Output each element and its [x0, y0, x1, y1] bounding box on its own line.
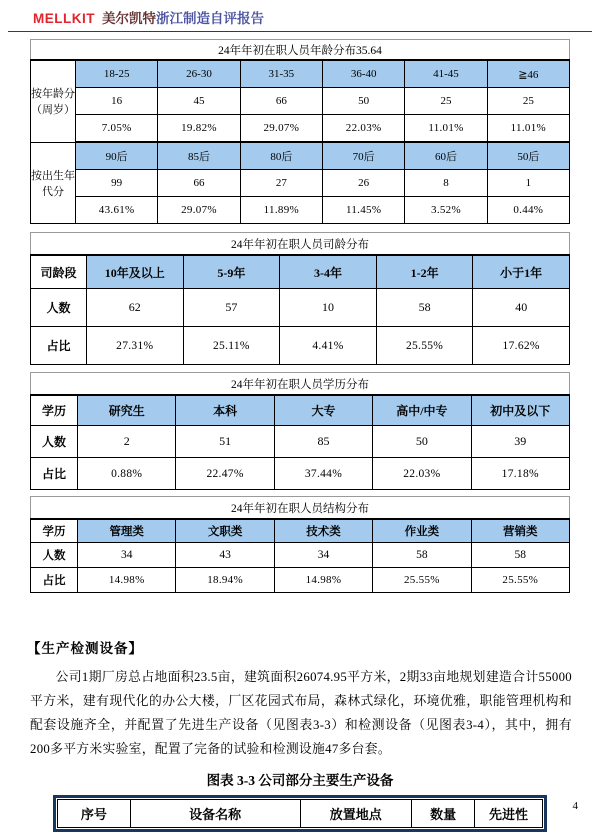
tenure-percent-cell: 17.62% — [473, 327, 570, 365]
age-percent-cell: 11.01% — [487, 115, 569, 143]
equipment-col-header: 放置地点 — [300, 800, 412, 828]
age-col-header: 41-45 — [405, 60, 487, 88]
structure-count-cell: 58 — [373, 543, 471, 568]
structure-row-label: 学历 — [31, 519, 78, 543]
tenure-row-label: 占比 — [31, 327, 87, 365]
tenure-percent-cell: 25.55% — [376, 327, 473, 365]
age-col-header: 26-30 — [158, 60, 240, 88]
age-col-header: ≧46 — [487, 60, 569, 88]
decade-percent-cell: 11.89% — [240, 197, 322, 224]
tenure-col-header: 3-4年 — [280, 255, 377, 289]
decade-count-cell: 66 — [158, 170, 240, 197]
tenure-table-title: 24年年初在职人员司龄分布 — [31, 233, 570, 256]
education-count-cell: 50 — [373, 426, 471, 458]
tenure-percent-cell: 25.11% — [183, 327, 280, 365]
tenure-percent-cell: 4.41% — [280, 327, 377, 365]
education-col-header: 高中/中专 — [373, 395, 471, 426]
structure-col-header: 营销类 — [471, 519, 569, 543]
education-distribution-table — [30, 372, 570, 490]
structure-col-header: 作业类 — [373, 519, 471, 543]
education-col-header: 本科 — [176, 395, 274, 426]
tenure-count-cell: 10 — [280, 289, 377, 327]
structure-percent-cell: 14.98% — [78, 568, 176, 593]
age-percent-cell: 7.05% — [76, 115, 158, 143]
tenure-count-cell: 57 — [183, 289, 280, 327]
structure-col-header: 技术类 — [274, 519, 372, 543]
age-percent-cell: 19.82% — [158, 115, 240, 143]
report-title: 浙江制造自评报告 — [156, 11, 264, 26]
decade-count-cell: 8 — [405, 170, 487, 197]
tenure-distribution-table — [30, 232, 570, 365]
page-number: 4 — [572, 800, 578, 812]
decade-col-header: 85后 — [158, 142, 240, 170]
decade-count-cell: 99 — [76, 170, 158, 197]
structure-count-cell: 58 — [471, 543, 569, 568]
structure-percent-cell: 14.98% — [274, 568, 372, 593]
decade-percent-cell: 3.52% — [405, 197, 487, 224]
tenure-count-cell: 58 — [376, 289, 473, 327]
section-heading: 【生产检测设备】 — [27, 641, 143, 656]
brand-logo-text: MELLKIT — [33, 11, 95, 26]
age-count-cell: 45 — [158, 88, 240, 115]
education-col-header: 研究生 — [78, 395, 176, 426]
decade-count-cell: 27 — [240, 170, 322, 197]
equipment-table-border — [53, 795, 547, 832]
structure-distribution-table — [30, 496, 570, 593]
decade-percent-cell: 43.61% — [76, 197, 158, 224]
tenure-row-label: 司龄段 — [31, 255, 87, 289]
age-count-cell: 25 — [405, 88, 487, 115]
age-count-cell: 25 — [487, 88, 569, 115]
document-header — [8, 6, 592, 32]
equipment-col-header: 序号 — [58, 800, 131, 828]
decade-col-header: 70后 — [322, 142, 404, 170]
structure-col-header: 管理类 — [78, 519, 176, 543]
age-count-cell: 50 — [322, 88, 404, 115]
decade-percent-cell: 0.44% — [487, 197, 569, 224]
education-count-cell: 85 — [274, 426, 372, 458]
structure-row-label: 人数 — [31, 543, 78, 568]
equipment-col-header: 先进性 — [475, 800, 543, 828]
age-count-cell: 16 — [76, 88, 158, 115]
tenure-row-label: 人数 — [31, 289, 87, 327]
tenure-percent-cell: 27.31% — [87, 327, 184, 365]
structure-percent-cell: 25.55% — [471, 568, 569, 593]
education-col-header: 大专 — [274, 395, 372, 426]
education-table-title: 24年年初在职人员学历分布 — [31, 373, 570, 396]
age-col-header: 36-40 — [322, 60, 404, 88]
education-count-cell: 39 — [471, 426, 569, 458]
age-col-header: 18-25 — [76, 60, 158, 88]
decade-col-header: 60后 — [405, 142, 487, 170]
education-col-header: 初中及以下 — [471, 395, 569, 426]
age-col-header: 31-35 — [240, 60, 322, 88]
education-percent-cell: 22.03% — [373, 458, 471, 490]
tenure-col-header: 10年及以上 — [87, 255, 184, 289]
decade-percent-cell: 29.07% — [158, 197, 240, 224]
tenure-count-cell: 62 — [87, 289, 184, 327]
company-name: 美尔凯特 — [102, 11, 156, 26]
education-row-label: 人数 — [31, 426, 78, 458]
age-percent-cell: 22.03% — [322, 115, 404, 143]
birth-decade-label: 按出生年代分 — [31, 142, 76, 224]
body-paragraph: 公司1期厂房总占地面积23.5亩，建筑面积26074.95平方米，2期33亩地规划建造合计55000平方米，建有现代化的办公大楼，厂区花园式布局，森林式绿化，环境优雅，职能管理机构和配套设施齐全，并配置了先进生产设备（见图表3-3）和检测设备（见图表3-4），其中，拥有200多平方米实验室，配置了完备的试验和检测设施47多台套。 — [30, 670, 572, 756]
decade-percent-cell: 11.45% — [322, 197, 404, 224]
structure-count-cell: 34 — [274, 543, 372, 568]
structure-col-header: 文职类 — [176, 519, 274, 543]
age-group-label: 按年龄分（周岁） — [31, 60, 76, 142]
figure-caption: 图表 3-3 公司部分主要生产设备 — [206, 773, 394, 788]
age-percent-cell: 29.07% — [240, 115, 322, 143]
decade-count-cell: 1 — [487, 170, 569, 197]
equipment-col-header: 数量 — [412, 800, 475, 828]
structure-count-cell: 43 — [176, 543, 274, 568]
education-percent-cell: 37.44% — [274, 458, 372, 490]
structure-count-cell: 34 — [78, 543, 176, 568]
age-percent-cell: 11.01% — [405, 115, 487, 143]
structure-table-title: 24年年初在职人员结构分布 — [31, 497, 570, 520]
structure-percent-cell: 25.55% — [373, 568, 471, 593]
tenure-col-header: 5-9年 — [183, 255, 280, 289]
decade-col-header: 90后 — [76, 142, 158, 170]
decade-count-cell: 26 — [322, 170, 404, 197]
decade-col-header: 80后 — [240, 142, 322, 170]
decade-col-header: 50后 — [487, 142, 569, 170]
age-table-title: 24年年初在职人员年龄分布35.64 — [31, 40, 570, 61]
tenure-col-header: 1-2年 — [376, 255, 473, 289]
age-count-cell: 66 — [240, 88, 322, 115]
equipment-col-header: 设备名称 — [130, 800, 300, 828]
education-row-label: 占比 — [31, 458, 78, 490]
age-distribution-table — [30, 39, 570, 224]
education-row-label: 学历 — [31, 395, 78, 426]
education-count-cell: 51 — [176, 426, 274, 458]
tenure-count-cell: 40 — [473, 289, 570, 327]
structure-percent-cell: 18.94% — [176, 568, 274, 593]
education-count-cell: 2 — [78, 426, 176, 458]
structure-row-label: 占比 — [31, 568, 78, 593]
education-percent-cell: 17.18% — [471, 458, 569, 490]
tenure-col-header: 小于1年 — [473, 255, 570, 289]
education-percent-cell: 22.47% — [176, 458, 274, 490]
equipment-table — [57, 799, 543, 828]
education-percent-cell: 0.88% — [78, 458, 176, 490]
